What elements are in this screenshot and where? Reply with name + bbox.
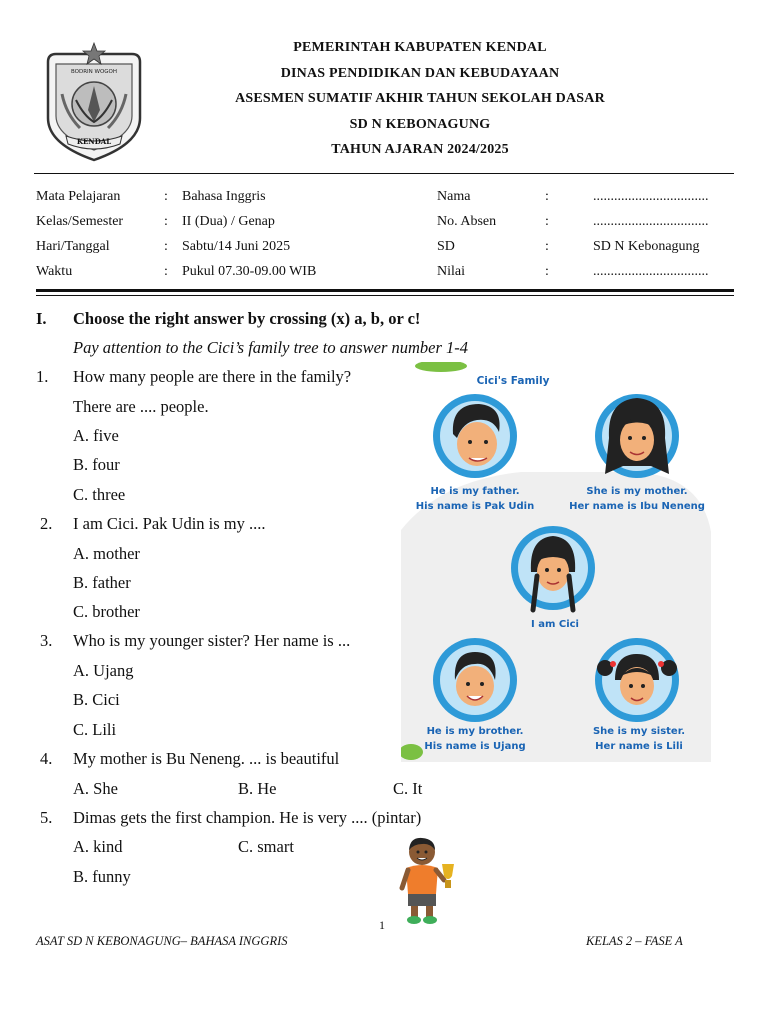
option-b[interactable]: B. four — [73, 455, 120, 474]
question-text: Dimas gets the first champion. He is very .... (pintar) — [73, 808, 422, 827]
header-government: PEMERINTAH KABUPATEN KENDAL — [293, 40, 547, 55]
question-number: 2. — [40, 514, 53, 533]
question-number: 3. — [40, 631, 53, 650]
info-divider-thick — [36, 289, 734, 292]
kendal-logo-emblem — [40, 40, 148, 166]
option-c[interactable]: C. three — [73, 485, 126, 504]
option-a[interactable]: A. mother — [73, 544, 140, 563]
info-value-name: ................................. — [593, 189, 709, 204]
father-caption-2: His name is Pak Udin — [415, 501, 535, 512]
info-label-time: Waktu — [36, 264, 73, 279]
option-a[interactable]: A. kind — [73, 837, 123, 856]
header-academic-year: TAHUN AJARAN 2024/2025 — [331, 142, 509, 157]
brother-caption-1: He is my brother. — [426, 726, 524, 737]
option-c[interactable]: C. It — [393, 779, 423, 798]
info-colon: : — [164, 264, 168, 279]
brother-caption-2: His name is Ujang — [424, 741, 526, 752]
option-b[interactable]: B. He — [238, 779, 277, 798]
mother-caption-1: She is my mother. — [586, 486, 688, 497]
info-value-sd: SD N Kebonagung — [593, 239, 700, 254]
info-label-score: Nilai — [437, 264, 465, 279]
sister-caption-1: She is my sister. — [592, 726, 686, 737]
father-portrait — [433, 394, 517, 478]
header-exam-title: ASESMEN SUMATIF AKHIR TAHUN SEKOLAH DASAR — [235, 91, 605, 106]
info-label-sd: SD — [437, 239, 455, 254]
info-label-name: Nama — [437, 189, 471, 204]
mother-caption-2: Her name is Ibu Neneng — [569, 501, 705, 512]
question-text: How many people are there in the family? — [73, 367, 352, 386]
info-divider-thin — [36, 295, 734, 296]
info-label-absen: No. Absen — [437, 214, 497, 229]
cici-portrait — [511, 526, 595, 610]
sister-portrait — [595, 638, 679, 722]
info-colon: : — [545, 239, 549, 254]
svg-text:KENDAL: KENDAL — [76, 137, 112, 146]
option-a[interactable]: A. five — [73, 426, 119, 445]
question-number: 1. — [36, 367, 49, 386]
father-caption-1: He is my father. — [430, 486, 520, 497]
info-colon: : — [545, 214, 549, 229]
info-colon: : — [164, 239, 168, 254]
boy-trophy-illustration — [398, 836, 458, 926]
header-divider — [34, 173, 734, 174]
sister-caption-2: Her name is Lili — [595, 741, 683, 752]
cici-caption: I am Cici — [531, 619, 579, 630]
option-c[interactable]: C. Lili — [73, 720, 117, 739]
option-b[interactable]: B. funny — [73, 867, 131, 886]
option-c[interactable]: C. brother — [73, 602, 140, 621]
question-text: My mother is Bu Neneng. ... is beautiful — [73, 749, 340, 768]
option-b[interactable]: B. father — [73, 573, 131, 592]
option-a[interactable]: A. Ujang — [73, 661, 134, 680]
info-value-subject: Bahasa Inggris — [182, 189, 266, 204]
info-colon: : — [545, 264, 549, 279]
info-value-time: Pukul 07.30-09.00 WIB — [182, 264, 317, 279]
footer-right: KELAS 2 – FASE A — [586, 934, 683, 948]
question-number: 5. — [40, 808, 53, 827]
info-value-score: ................................. — [593, 264, 709, 279]
page-number: 1 — [379, 918, 385, 932]
mother-portrait — [595, 394, 679, 478]
info-colon: : — [164, 189, 168, 204]
footer-left: ASAT SD N KEBONAGUNG– BAHASA INGGRIS — [36, 934, 288, 948]
family-tree-illustration — [401, 362, 711, 762]
option-b[interactable]: B. Cici — [73, 690, 120, 709]
question-extra: There are .... people. — [73, 397, 209, 416]
info-value-class: II (Dua) / Genap — [182, 214, 275, 229]
section-instruction: Pay attention to the Cici’s family tree to answer number 1-4 — [73, 338, 469, 357]
question-number: 4. — [40, 749, 53, 768]
brother-portrait — [433, 638, 517, 722]
info-label-date: Hari/Tanggal — [36, 239, 110, 254]
info-value-absen: ................................. — [593, 214, 709, 229]
section-title: Choose the right answer by crossing (x) a, b, or c! — [73, 309, 421, 328]
tree-title: Cici's Family — [476, 375, 550, 387]
info-colon: : — [164, 214, 168, 229]
section-number: I. — [36, 309, 47, 328]
info-label-class: Kelas/Semester — [36, 214, 124, 229]
info-label-subject: Mata Pelajaran — [36, 189, 121, 204]
question-text: I am Cici. Pak Udin is my .... — [73, 514, 266, 533]
header-school: SD N KEBONAGUNG — [349, 117, 491, 132]
option-c[interactable]: C. smart — [238, 837, 294, 856]
info-colon: : — [545, 189, 549, 204]
question-text: Who is my younger sister? Her name is ... — [73, 631, 351, 650]
header-department: DINAS PENDIDIKAN DAN KEBUDAYAAN — [280, 66, 560, 81]
option-a[interactable]: A. She — [73, 779, 118, 798]
svg-text:BODRIN WOGOH: BODRIN WOGOH — [70, 69, 118, 75]
info-value-date: Sabtu/14 Juni 2025 — [182, 239, 291, 254]
